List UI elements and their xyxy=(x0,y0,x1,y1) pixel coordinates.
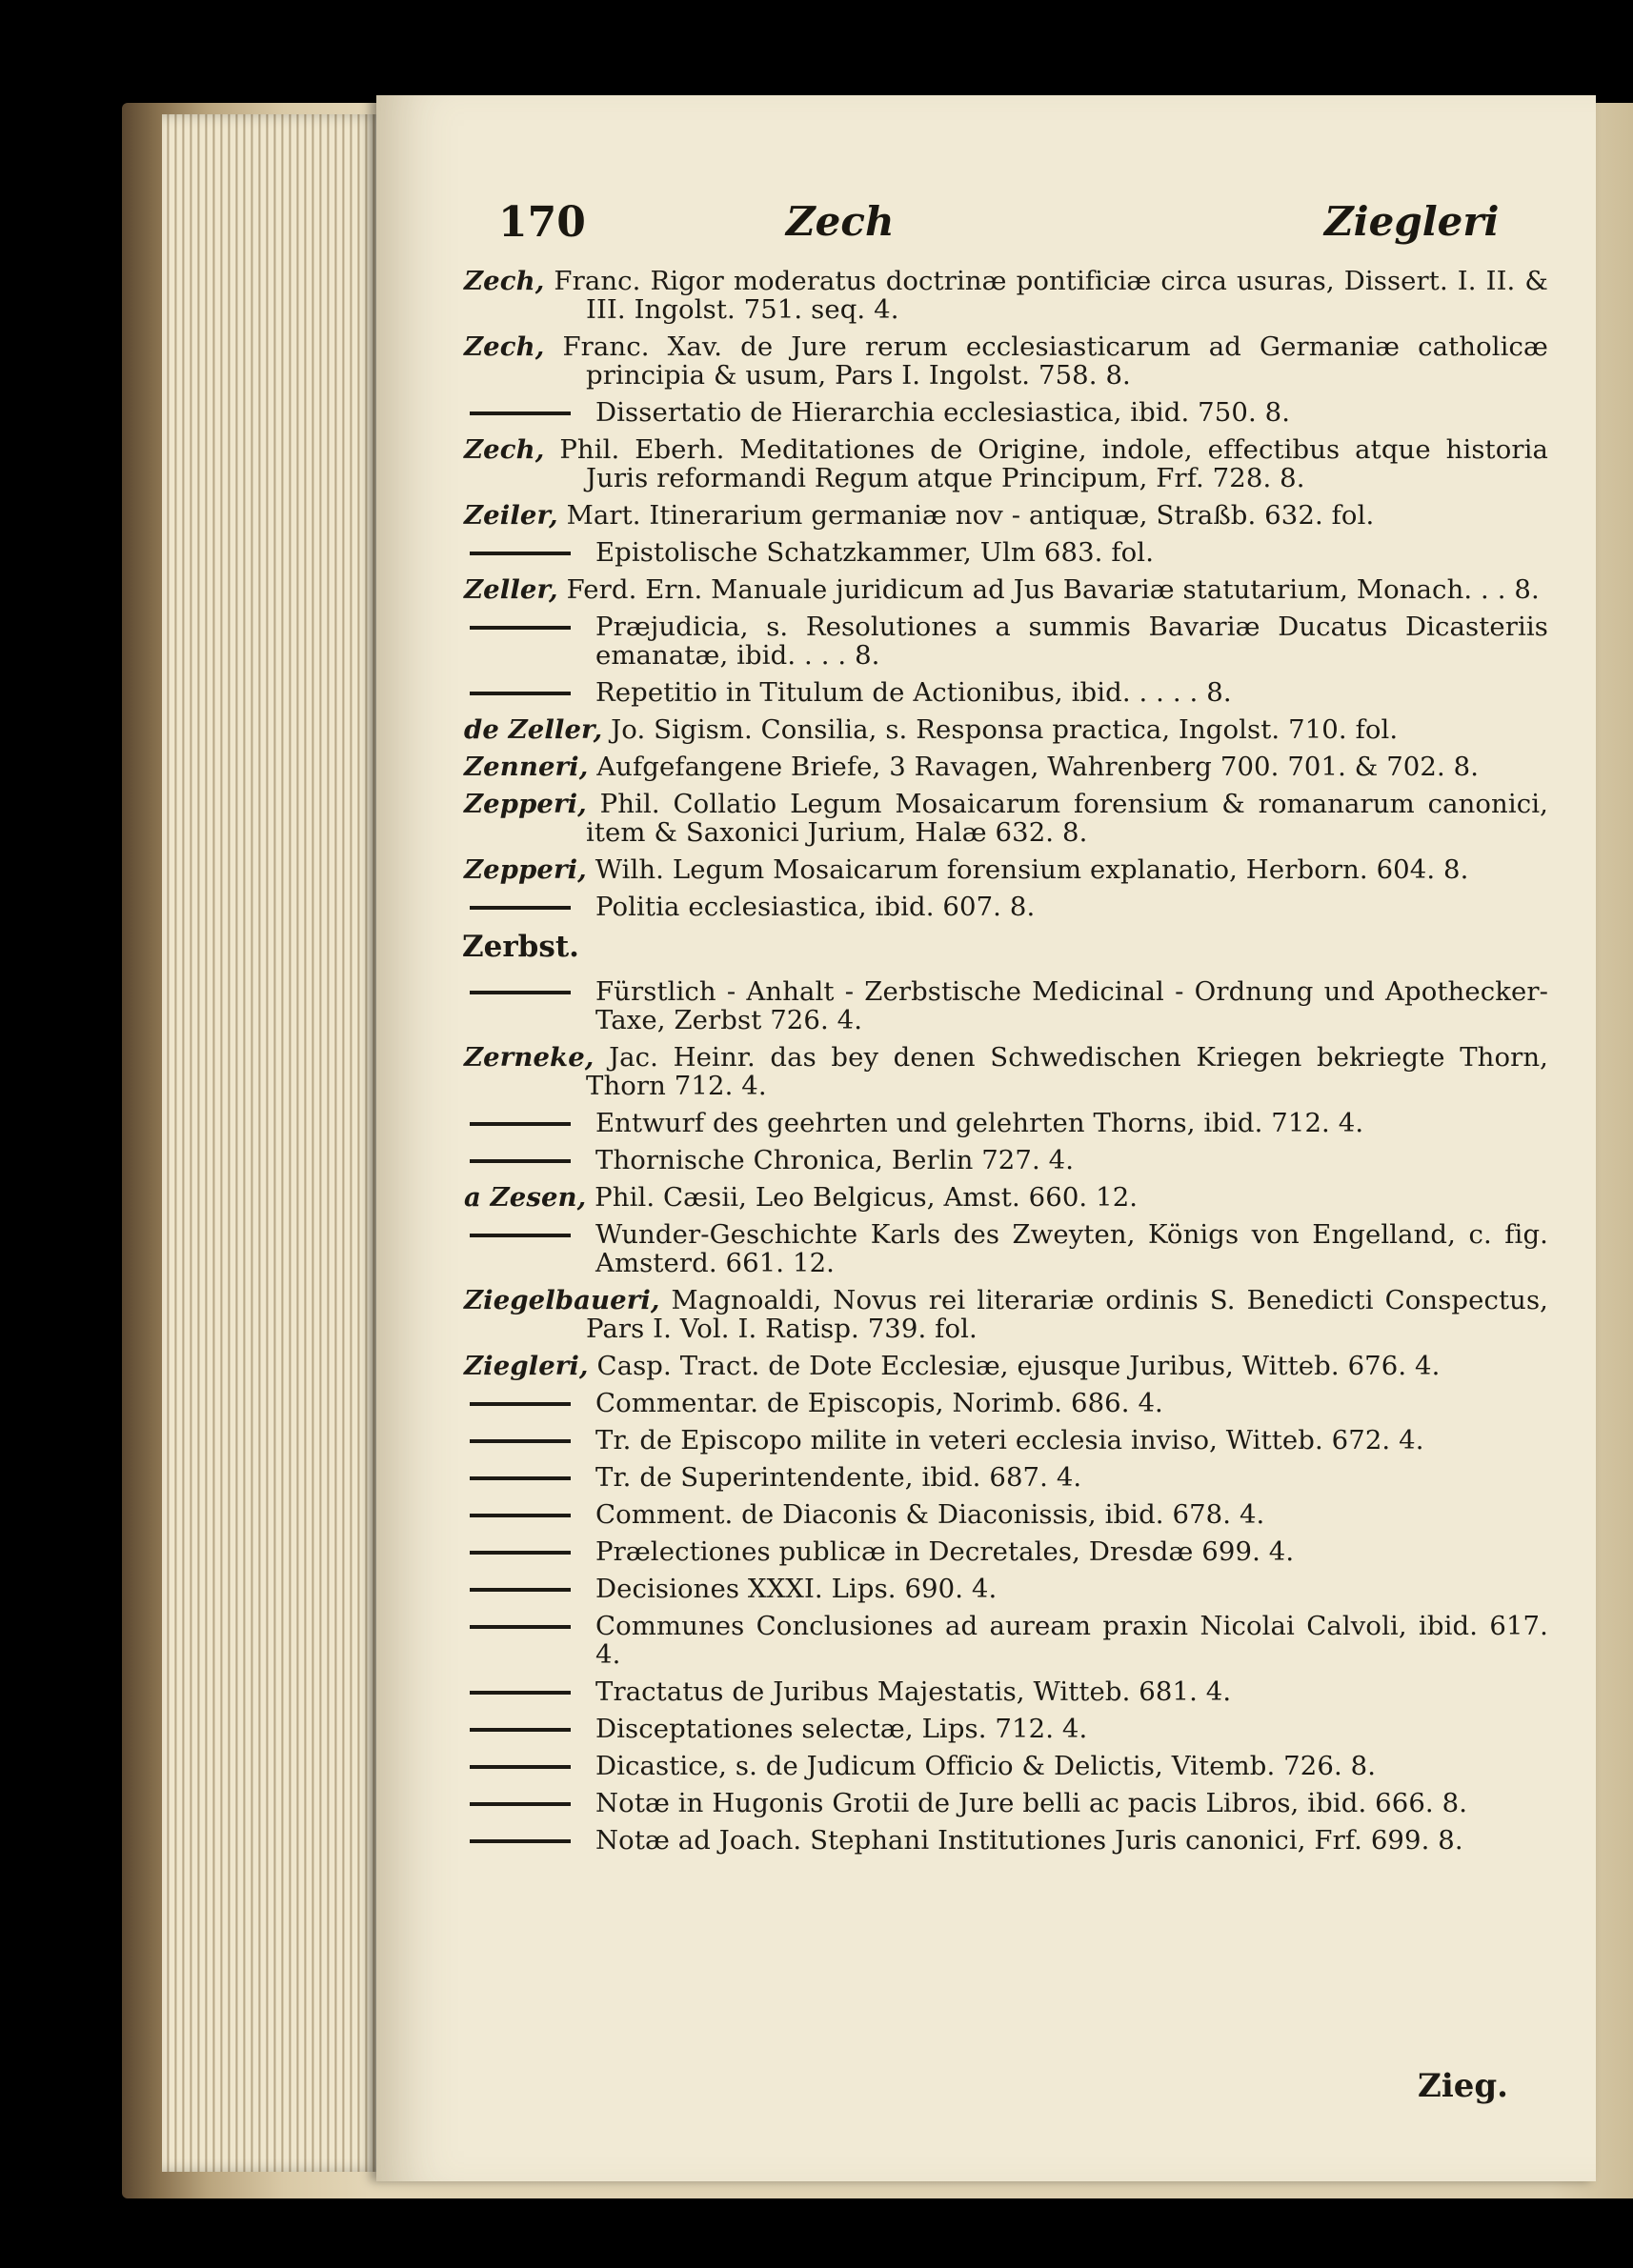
list-item xyxy=(462,893,1548,921)
entry-text: Notæ in Hugonis Grotii de Jure belli ac pacis Libros, ibid. 666. 8. xyxy=(595,1788,1468,1818)
list-item xyxy=(462,1183,1548,1212)
list-item xyxy=(462,1826,1548,1855)
list-item xyxy=(462,1352,1548,1380)
entry-text: Dissertatio de Hierarchia ecclesiastica, ibid. 750. 8. xyxy=(595,397,1291,428)
list-item xyxy=(462,855,1548,884)
entry-text: Aufgefangene Briefe, 3 Ravagen, Wahrenberg 700. 701. & 702. 8. xyxy=(596,752,1480,782)
ditto-dash xyxy=(470,1588,571,1592)
author-name: Zech, xyxy=(464,331,545,362)
ditto-dash xyxy=(470,1839,571,1843)
running-header xyxy=(462,191,1548,267)
bibliography-list xyxy=(462,267,1548,1855)
author-name: Zech, xyxy=(464,434,545,465)
entry-text: Præjudicia, s. Resolutiones a summis Bavariæ Ducatus Dicasteriis emanatæ, ibid. . . . 8. xyxy=(595,612,1548,671)
entry-text: Repetitio in Titulum de Actionibus, ibid. . . . . 8. xyxy=(595,677,1232,708)
entry-text: Dicastice, s. de Judicum Officio & Delictis, Vitemb. 726. 8. xyxy=(595,1751,1377,1781)
list-item xyxy=(462,1463,1548,1492)
entry-text: Decisiones XXXI. Lips. 690. 4. xyxy=(595,1574,998,1604)
entry-text: Notæ ad Joach. Stephani Institutiones Juris canonici, Frf. 699. 8. xyxy=(595,1825,1463,1856)
entry-text: Franc. Rigor moderatus doctrinæ pontificiæ circa usuras, Dissert. I. II. & III. Ingolst. 751. seq. 4. xyxy=(554,266,1549,325)
page-content xyxy=(462,191,1548,1863)
page-edges xyxy=(162,114,381,2172)
list-item xyxy=(462,501,1548,530)
list-item xyxy=(462,1146,1548,1174)
ditto-dash xyxy=(470,1514,571,1517)
list-item xyxy=(462,1500,1548,1529)
list-item xyxy=(462,1752,1548,1780)
entry-text: Phil. Cæsii, Leo Belgicus, Amst. 660. 12. xyxy=(595,1182,1139,1213)
list-item xyxy=(462,332,1548,390)
entry-text: Tr. de Episcopo milite in veteri ecclesia inviso, Witteb. 672. 4. xyxy=(595,1425,1424,1455)
entry-text: Politia ecclesiastica, ibid. 607. 8. xyxy=(595,892,1036,922)
catchword: Zieg. xyxy=(1418,2067,1508,2105)
ditto-dash xyxy=(470,1159,571,1163)
entry-text: Phil. Collatio Legum Mosaicarum forensium & romanarum canonici, item & Saxonici Jurium, Halæ 632. 8. xyxy=(586,789,1548,848)
ditto-dash xyxy=(470,411,571,415)
author-name: Ziegleri, xyxy=(464,1351,589,1381)
list-item xyxy=(462,977,1548,1034)
list-item xyxy=(462,1043,1548,1100)
entry-text: Tr. de Superintendente, ibid. 687. 4. xyxy=(595,1462,1082,1493)
list-item xyxy=(462,398,1548,427)
entry-text: Jo. Sigism. Consilia, s. Responsa practica, Ingolst. 710. fol. xyxy=(611,714,1399,745)
ditto-dash xyxy=(470,906,571,910)
entry-text: Mart. Itinerarium germaniæ nov - antiquæ, Straßb. 632. fol. xyxy=(566,500,1375,531)
list-item xyxy=(462,1575,1548,1603)
entry-text: Wilh. Legum Mosaicarum forensium explanatio, Herborn. 604. 8. xyxy=(595,854,1469,885)
author-name: Zenneri, xyxy=(464,752,589,782)
list-item xyxy=(462,1426,1548,1455)
entry-text: Fürstlich - Anhalt - Zerbstische Medicinal - Ordnung und Apothecker-Taxe, Zerbst 726. 4. xyxy=(595,976,1548,1035)
entry-text: Thornische Chronica, Berlin 727. 4. xyxy=(595,1145,1075,1175)
ditto-dash xyxy=(470,552,571,555)
author-name: Zeller, xyxy=(464,574,558,605)
book-page xyxy=(376,95,1596,2181)
list-item xyxy=(462,1677,1548,1706)
entry-text: Franc. Xav. de Jure rerum ecclesiasticarum ad Germaniæ catholicæ principia & usum, Pars I. Ingolst. 758. 8. xyxy=(562,331,1548,391)
ditto-dash xyxy=(470,1439,571,1443)
list-item xyxy=(462,1789,1548,1817)
entry-text: Wunder-Geschichte Karls des Zweyten, Königs von Engelland, c. fig. Amsterd. 661. 12. xyxy=(595,1219,1548,1278)
list-item xyxy=(462,1109,1548,1137)
ditto-dash xyxy=(470,1625,571,1629)
list-item xyxy=(462,1537,1548,1566)
page-number: 170 xyxy=(498,198,586,247)
ditto-dash xyxy=(470,626,571,630)
author-name: de Zeller, xyxy=(464,714,603,745)
author-name: Zerneke, xyxy=(464,1042,595,1073)
entry-text: Phil. Eberh. Meditationes de Origine, indole, effectibus atque historia Juris reformandi Regum atque Principum, Frf. 728. 8. xyxy=(559,434,1548,493)
list-item xyxy=(462,267,1548,324)
ditto-dash xyxy=(470,692,571,695)
ditto-dash xyxy=(470,1551,571,1555)
ditto-dash xyxy=(470,1802,571,1806)
ditto-dash xyxy=(470,1234,571,1237)
entry-text: Disceptationes selectæ, Lips. 712. 4. xyxy=(595,1714,1088,1744)
entry-text: Ferd. Ern. Manuale juridicum ad Jus Bavariæ statutarium, Monach. . . 8. xyxy=(566,574,1540,605)
ditto-dash xyxy=(470,991,571,994)
ditto-dash xyxy=(470,1476,571,1480)
entry-text: Epistolische Schatzkammer, Ulm 683. fol. xyxy=(595,537,1155,568)
entry-text: Prælectiones publicæ in Decretales, Dresdæ 699. 4. xyxy=(595,1536,1295,1567)
author-name: Zeiler, xyxy=(464,500,558,531)
author-name: Zepperi, xyxy=(464,854,587,885)
entry-text: Tractatus de Juribus Majestatis, Witteb. 681. 4. xyxy=(595,1676,1232,1707)
entry-text: Comment. de Diaconis & Diaconissis, ibid. 678. 4. xyxy=(595,1499,1265,1530)
list-item xyxy=(462,1612,1548,1669)
list-item xyxy=(462,753,1548,781)
author-name: Ziegelbaueri, xyxy=(464,1285,660,1315)
ditto-dash xyxy=(470,1122,571,1126)
entry-text: Entwurf des geehrten und gelehrten Thorns, ibid. 712. 4. xyxy=(595,1108,1364,1138)
entry-text: Communes Conclusiones ad auream praxin Nicolai Calvoli, ibid. 617. 4. xyxy=(595,1611,1548,1670)
author-name: a Zesen, xyxy=(464,1182,587,1213)
ditto-dash xyxy=(470,1402,571,1406)
entry-text: Casp. Tract. de Dote Ecclesiæ, ejusque Juribus, Witteb. 676. 4. xyxy=(596,1351,1441,1381)
list-item xyxy=(462,678,1548,707)
author-name: Zech, xyxy=(464,266,545,296)
list-item xyxy=(462,1220,1548,1277)
list-item xyxy=(462,435,1548,492)
list-item xyxy=(462,715,1548,744)
entry-text: Commentar. de Episcopis, Norimb. 686. 4. xyxy=(595,1388,1163,1418)
ditto-dash xyxy=(470,1765,571,1769)
ditto-dash xyxy=(470,1728,571,1732)
running-head-left: Zech xyxy=(786,198,895,245)
list-item xyxy=(462,1286,1548,1343)
entry-text: Jac. Heinr. das bey denen Schwedischen Kriegen bekriegte Thorn, Thorn 712. 4. xyxy=(586,1042,1548,1101)
list-item xyxy=(462,790,1548,847)
section-heading: Zerbst. xyxy=(462,930,579,964)
list-item xyxy=(462,1715,1548,1743)
ditto-dash xyxy=(470,1691,571,1695)
list-item xyxy=(462,575,1548,604)
author-name: Zepperi, xyxy=(464,789,587,819)
entry-text: Magnoaldi, Novus rei literariæ ordinis S. Benedicti Conspectus, Pars I. Vol. I. Ratisp. 739. fol. xyxy=(586,1285,1548,1344)
list-item xyxy=(462,538,1548,567)
list-item xyxy=(462,1389,1548,1417)
running-head-right: Ziegleri xyxy=(1324,198,1500,245)
list-item xyxy=(462,612,1548,670)
